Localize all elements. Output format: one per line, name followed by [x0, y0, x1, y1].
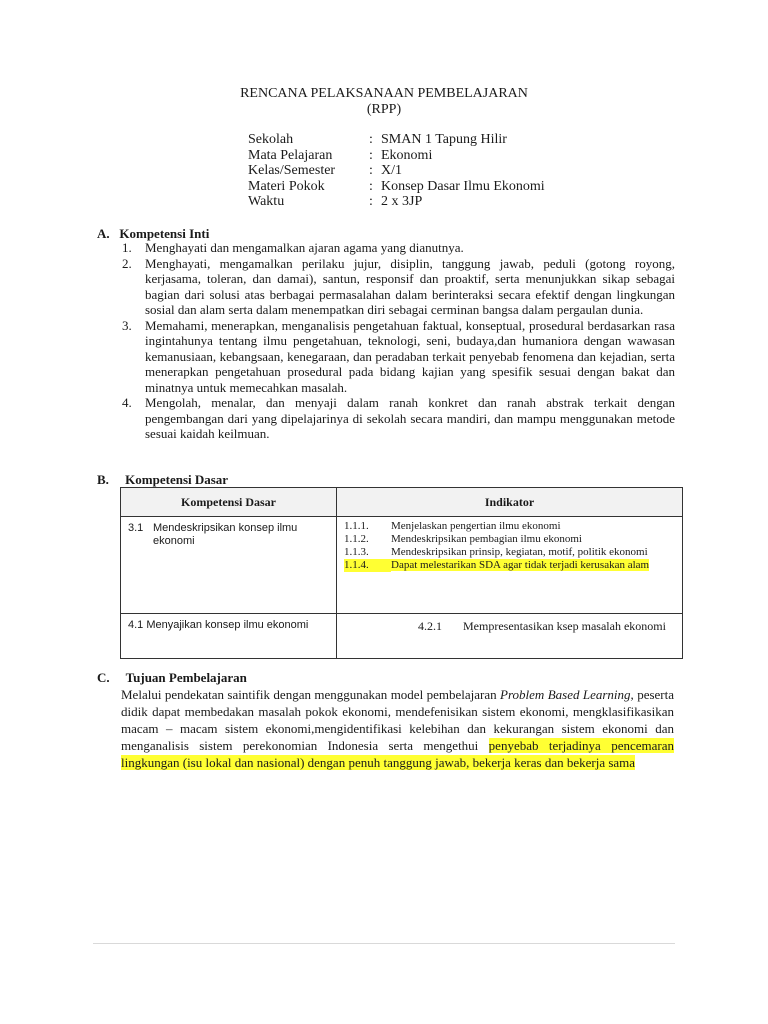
section-a-heading: A. Kompetensi Inti: [97, 226, 210, 241]
info-row-mata-pelajaran: [248, 148, 545, 164]
indicator-item: [338, 533, 681, 546]
info-separator: :: [369, 147, 373, 163]
list-item-number: 2.: [122, 255, 132, 271]
list-item: [122, 318, 675, 396]
info-row-sekolah: [248, 132, 545, 148]
info-separator: :: [369, 194, 373, 209]
info-separator: :: [369, 178, 373, 194]
info-value: SMAN 1 Tapung Hilir: [381, 132, 507, 147]
indicator-item-highlighted: [338, 559, 681, 572]
table-cell-kd: [121, 517, 337, 614]
info-label: Mata Pelajaran: [248, 147, 333, 163]
indicator-text: Mempresentasikan ksep masalah ekonomi: [463, 619, 666, 633]
list-item: [122, 256, 675, 318]
document-title: RENCANA PELAKSANAAN PEMBELAJARAN: [240, 86, 528, 101]
table-cell-kd: [121, 614, 337, 659]
kompetensi-inti-list: [122, 240, 675, 442]
list-item-number: 1.: [122, 240, 132, 255]
info-separator: :: [369, 163, 373, 178]
table-row: [121, 614, 683, 659]
table-row: [121, 517, 683, 614]
info-label: Materi Pokok: [248, 178, 325, 194]
table-header-indikator: Indikator: [337, 488, 683, 517]
paragraph-text: Melalui pendekatan saintifik dengan menggunakan model pembelajaran: [121, 687, 501, 702]
identity-block: [248, 132, 545, 210]
indicator-item: [338, 546, 681, 559]
info-row-waktu: [248, 194, 545, 210]
list-item: [122, 240, 675, 256]
indicator-text: Mendeskripsikan prinsip, kegiatan, motif, politik ekonomi: [391, 546, 648, 558]
indicator-item: [338, 615, 681, 633]
list-item-number: 3.: [122, 317, 132, 333]
table-cell-indikator: [337, 517, 683, 614]
kd-number: 3.1: [128, 522, 144, 534]
list-item-text: Memahami, menerapkan, menganalisis pengetahuan faktual, konseptual, prosedural berdasarkan rasa ingintahunya tentang ilmu pengetahuan, teknologi, seni, budaya,dan humaniora dengan wawasan kemanusiaan, kebangsaan, kenegaraan, dan peradaban terkait penyebab fenomena dan kejadian, serta menerapkan pengetahuan prosedural pada bidang kajian yang spesifik sesuai dengan bakat dan minatnya untuk memecahkan masalah.: [145, 317, 675, 395]
table-cell-indikator: [337, 614, 683, 659]
info-value: Konsep Dasar Ilmu Ekonomi: [381, 178, 545, 194]
highlighted-text: penyebab terjadinya pencemaran lingkungan (isu lokal dan nasional) dengan penuh tanggung jawab, bekerja keras dan bekerja sama: [121, 738, 674, 770]
section-c-heading: C. Tujuan Pembelajaran: [97, 670, 247, 685]
list-item-number: 4.: [122, 395, 132, 410]
list-item-text: Menghayati, mengamalkan perilaku jujur, disiplin, tanggung jawab, peduli (gotong royong, kerjasama, toleran, dan damai), santun, responsif dan proaktif, serta menunjukkan sikap sebagai bagian dari solusi atas berbagai permasalahan dalam berinteraksi secara efektif dengan lingkungan sosial dan alam serta dalam menempatkan diri sebagai cerminan bangsa dalam pergaulan dunia.: [145, 255, 675, 317]
info-value: Ekonomi: [381, 147, 433, 163]
kompetensi-dasar-table: [120, 487, 683, 659]
info-label: Waktu: [248, 194, 285, 209]
indicator-text: Menjelaskan pengertian ilmu ekonomi: [391, 520, 561, 532]
info-row-kelas-semester: [248, 163, 545, 179]
indicator-text: Mendeskripsikan pembagian ilmu ekonomi: [391, 533, 582, 545]
info-label: Sekolah: [248, 132, 294, 147]
info-row-materi-pokok: [248, 179, 545, 195]
info-separator: :: [369, 132, 373, 147]
kd-entry: [122, 518, 335, 548]
indicator-number: 1.1.4.: [344, 559, 391, 572]
info-value: X/1: [381, 163, 402, 178]
highlighted-text: Dapat melestarikan SDA agar tidak terjadi kerusakan alam: [391, 559, 650, 571]
indicator-number: 4.2.1: [418, 619, 442, 633]
list-item-text: Mengolah, menalar, dan menyaji dalam ranah konkret dan ranah abstrak terkait dengan pengembangan dari yang dipelajarinya di sekolah secara mandiri, dan mampu menggunakan metode sesuai kaidah keilmuan.: [145, 395, 675, 441]
footer-divider: [93, 943, 675, 944]
indicator-item: [338, 520, 681, 533]
table-header-row: [121, 488, 683, 517]
list-item: [122, 395, 675, 442]
indicator-number: 1.1.1.: [344, 520, 369, 532]
kd-text: 4.1 Menyajikan konsep ilmu ekonomi: [128, 619, 309, 631]
indicator-number: 1.1.3.: [344, 546, 369, 558]
indicator-text: [391, 559, 675, 572]
indicator-number: 1.1.2.: [344, 533, 369, 545]
document-subtitle: (RPP): [366, 102, 402, 117]
info-value: 2 x 3JP: [381, 194, 423, 209]
tujuan-pembelajaran-paragraph: [121, 686, 674, 771]
kd-entry: [122, 615, 335, 632]
paragraph-italic-text: Problem Based Learning,: [500, 687, 634, 702]
paragraph-text: peserta didik dapat membedakan masalah pokok ekonomi, mendefenisikan sistem ekonomi, mengklasifikasikan macam – macam sistem ekonomi,mengidentifikasi kelebihan dan kekurangan sistem ekonomi dan menganalisis sistem perekonomian Indonesia serta mengethui: [121, 687, 675, 753]
table-header-kompetensi-dasar: Kompetensi Dasar: [121, 488, 337, 517]
info-label: Kelas/Semester: [248, 163, 336, 178]
list-item-text: Menghayati dan mengamalkan ajaran agama yang dianutnya.: [145, 240, 464, 255]
kd-text: Mendeskripsikan konsep ilmu ekonomi: [153, 522, 298, 547]
section-b-heading: B. Kompetensi Dasar: [97, 472, 229, 487]
